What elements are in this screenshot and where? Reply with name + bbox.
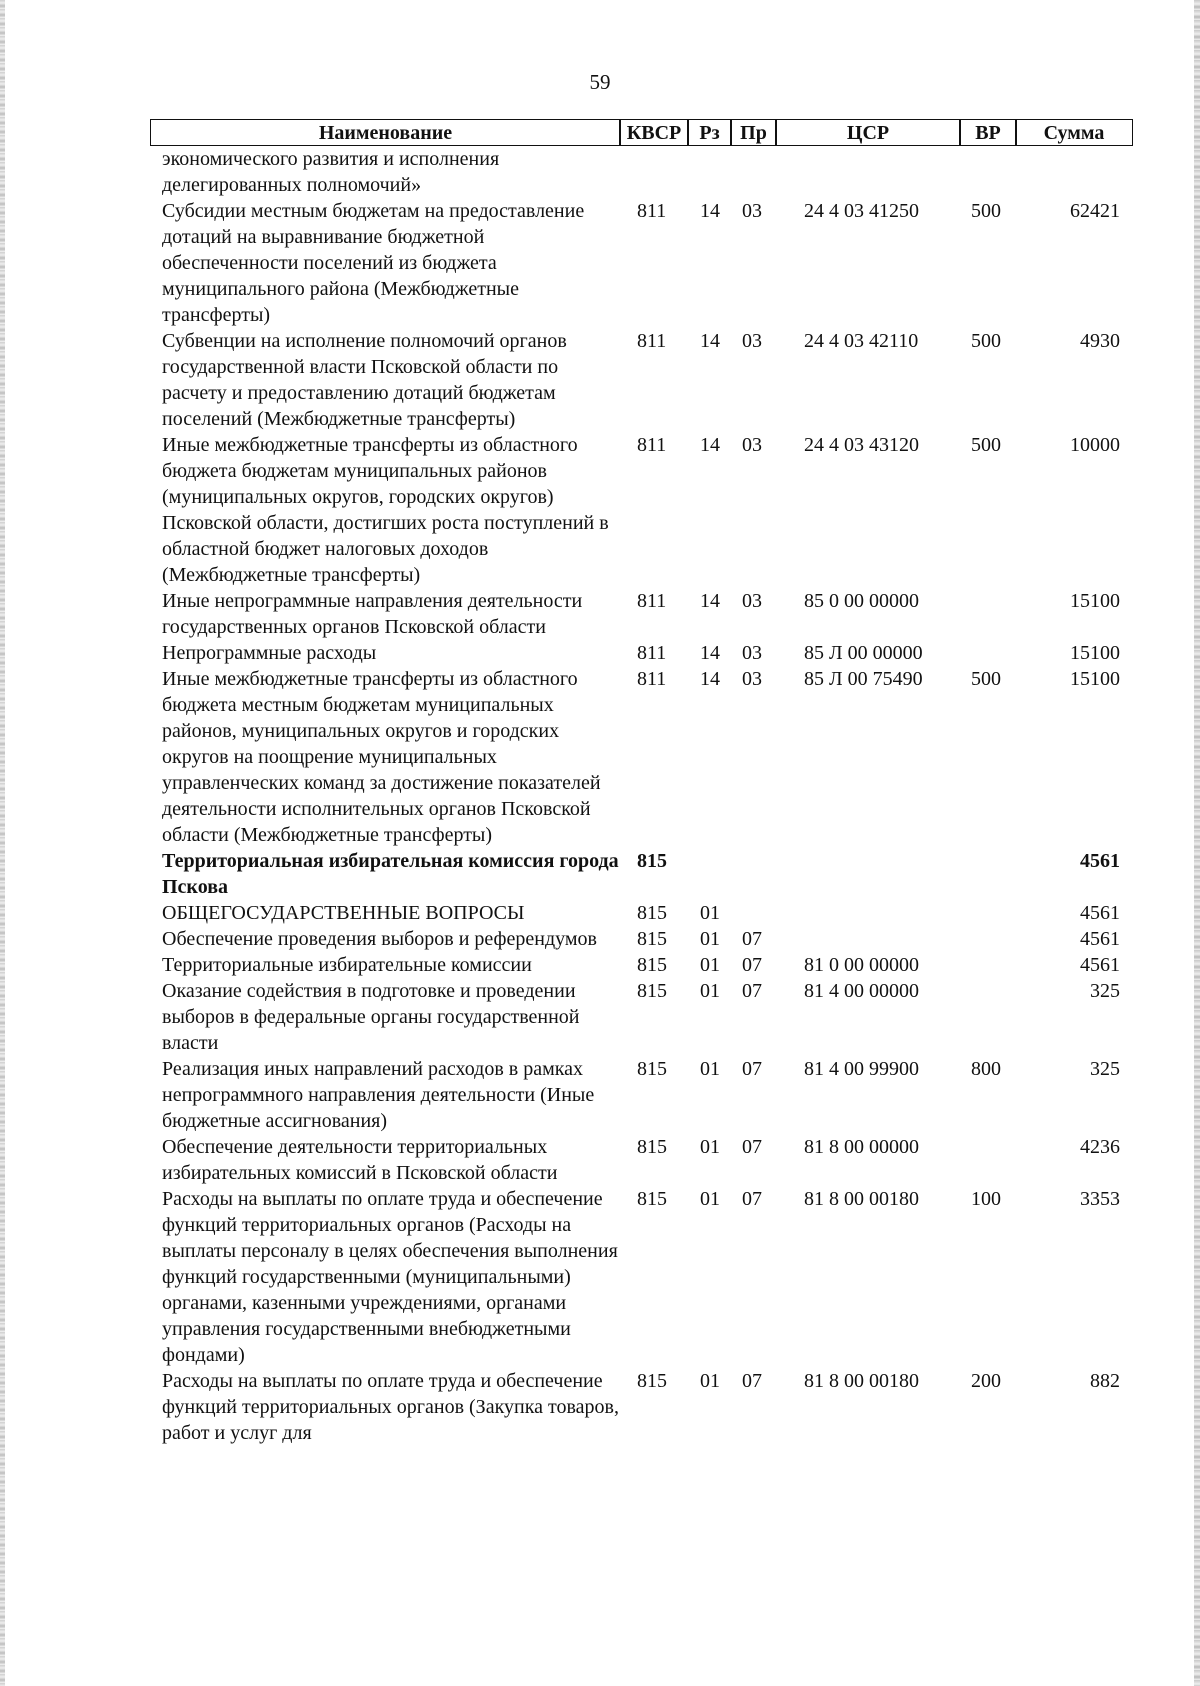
cell-kvsr: 811 [637, 590, 667, 612]
cell-pr: 03 [742, 642, 762, 664]
cell-sum: 325 [1090, 980, 1120, 1002]
table-row [0, 146, 1200, 198]
cell-name: Непрограммные расходы [162, 642, 377, 664]
cell-name: ОБЩЕГОСУДАРСТВЕННЫЕ ВОПРОСЫ [162, 902, 525, 924]
table-row [0, 666, 1200, 848]
table-row [0, 978, 1200, 1056]
cell-name: Иные непрограммные направления деятельности государственных органов Псковской области [162, 590, 583, 638]
table-row [0, 432, 1200, 588]
cell-csr: 85 Л 00 75490 [804, 668, 923, 690]
header-sum: Сумма [1015, 119, 1133, 146]
cell-sum: 15100 [1070, 668, 1120, 690]
cell-name: Территориальная избирательная комиссия города Пскова [162, 850, 619, 898]
cell-rz: 01 [700, 1370, 720, 1392]
table-row [0, 1186, 1200, 1368]
cell-vr: 500 [971, 434, 1001, 456]
cell-sum: 882 [1090, 1370, 1120, 1392]
header-rz: Рз [687, 119, 732, 146]
cell-rz: 14 [700, 330, 720, 352]
cell-pr: 03 [742, 668, 762, 690]
cell-rz: 01 [700, 1188, 720, 1210]
cell-vr: 100 [971, 1188, 1001, 1210]
cell-rz: 01 [700, 902, 720, 924]
cell-rz: 01 [700, 928, 720, 950]
header-pr: Пр [730, 119, 777, 146]
cell-kvsr: 815 [637, 1370, 667, 1392]
cell-pr: 07 [742, 954, 762, 976]
cell-kvsr: 811 [637, 434, 667, 456]
cell-name: Субсидии местным бюджетам на предоставление дотаций на выравнивание бюджетной обеспеченности поселений из бюджета муниципального района (Межбюджетные трансферты) [162, 200, 585, 326]
table-row [0, 588, 1200, 640]
cell-kvsr: 815 [637, 902, 667, 924]
table-row [0, 848, 1200, 900]
table-body [0, 146, 1200, 1446]
cell-kvsr: 815 [637, 954, 667, 976]
cell-kvsr: 811 [637, 642, 667, 664]
cell-name: Расходы на выплаты по оплате труда и обеспечение функций территориальных органов (Расходы на выплаты персоналу в целях обеспечения выполнения функций государственными (муниципальными) органами, казенными учреждениями, органами управления государственными внебюджетными фондами) [162, 1188, 618, 1366]
cell-pr: 07 [742, 980, 762, 1002]
cell-pr: 03 [742, 330, 762, 352]
cell-sum: 10000 [1070, 434, 1120, 456]
cell-pr: 07 [742, 1136, 762, 1158]
cell-kvsr: 815 [637, 1058, 667, 1080]
cell-kvsr: 815 [637, 928, 667, 950]
cell-rz: 01 [700, 1058, 720, 1080]
table-row [0, 1056, 1200, 1134]
table-row [0, 1134, 1200, 1186]
header-kvsr: КВСР [619, 119, 689, 146]
cell-name: Реализация иных направлений расходов в рамках непрограммного направления деятельности (Иные бюджетные ассигнования) [162, 1058, 595, 1132]
table-row [0, 640, 1200, 666]
cell-kvsr: 811 [637, 200, 667, 222]
cell-kvsr: 815 [637, 980, 667, 1002]
cell-csr: 81 4 00 99900 [804, 1058, 919, 1080]
cell-vr: 200 [971, 1370, 1001, 1392]
cell-name: Обеспечение деятельности территориальных избирательных комиссий в Псковской области [162, 1136, 558, 1184]
cell-pr: 07 [742, 928, 762, 950]
header-vr: ВР [959, 119, 1017, 146]
cell-pr: 07 [742, 1058, 762, 1080]
header-csr: ЦСР [775, 119, 961, 146]
cell-pr: 03 [742, 590, 762, 612]
cell-vr: 500 [971, 668, 1001, 690]
cell-sum: 62421 [1070, 200, 1120, 222]
cell-sum: 4930 [1080, 330, 1120, 352]
cell-name: Обеспечение проведения выборов и референдумов [162, 928, 597, 950]
cell-sum: 4561 [1080, 902, 1120, 924]
cell-vr: 500 [971, 330, 1001, 352]
cell-kvsr: 811 [637, 330, 667, 352]
table-row [0, 900, 1200, 926]
cell-sum: 4561 [1080, 954, 1120, 976]
cell-name: экономического развития и исполнения делегированных полномочий» [162, 148, 500, 196]
cell-pr: 07 [742, 1188, 762, 1210]
table-row [0, 198, 1200, 328]
cell-csr: 81 8 00 00180 [804, 1370, 919, 1392]
cell-csr: 81 0 00 00000 [804, 954, 919, 976]
cell-pr: 07 [742, 1370, 762, 1392]
page-number: 59 [589, 70, 611, 94]
cell-kvsr: 811 [637, 668, 667, 690]
cell-vr: 800 [971, 1058, 1001, 1080]
cell-vr: 500 [971, 200, 1001, 222]
cell-rz: 01 [700, 1136, 720, 1158]
header-name: Наименование [150, 119, 621, 146]
cell-name: Иные межбюджетные трансферты из областного бюджета местным бюджетам муниципальных районов, муниципальных округов и городских округов на поощрение муниципальных управленческих команд за достижение показателей деятельности исполнительных органов Псковской области (Межбюджетные трансферты) [162, 668, 601, 846]
cell-name: Территориальные избирательные комиссии [162, 954, 532, 976]
cell-rz: 14 [700, 642, 720, 664]
cell-sum: 4236 [1080, 1136, 1120, 1158]
cell-sum: 15100 [1070, 642, 1120, 664]
cell-csr: 24 4 03 41250 [804, 200, 919, 222]
cell-csr: 24 4 03 43120 [804, 434, 919, 456]
cell-rz: 01 [700, 980, 720, 1002]
table-row [0, 926, 1200, 952]
cell-pr: 03 [742, 200, 762, 222]
cell-sum: 4561 [1080, 850, 1120, 872]
cell-csr: 81 8 00 00180 [804, 1188, 919, 1210]
cell-sum: 15100 [1070, 590, 1120, 612]
cell-name: Расходы на выплаты по оплате труда и обеспечение функций территориальных органов (Закупка товаров, работ и услуг для [162, 1370, 619, 1444]
table-row [0, 328, 1200, 432]
cell-rz: 14 [700, 668, 720, 690]
cell-sum: 4561 [1080, 928, 1120, 950]
cell-kvsr: 815 [637, 1136, 667, 1158]
cell-rz: 01 [700, 954, 720, 976]
cell-rz: 14 [700, 590, 720, 612]
table-row [0, 1368, 1200, 1446]
cell-sum: 325 [1090, 1058, 1120, 1080]
cell-rz: 14 [700, 200, 720, 222]
cell-csr: 81 8 00 00000 [804, 1136, 919, 1158]
cell-rz: 14 [700, 434, 720, 456]
cell-csr: 24 4 03 42110 [804, 330, 919, 352]
table-row [0, 952, 1200, 978]
cell-sum: 3353 [1080, 1188, 1120, 1210]
cell-csr: 85 0 00 00000 [804, 590, 919, 612]
cell-kvsr: 815 [637, 850, 667, 872]
cell-kvsr: 815 [637, 1188, 667, 1210]
cell-name: Оказание содействия в подготовке и проведении выборов в федеральные органы государственной власти [162, 980, 580, 1054]
cell-name: Иные межбюджетные трансферты из областного бюджета бюджетам муниципальных районов (муниципальных округов, городских округов) Псковской области, достигших роста поступлений в областной бюджет налоговых доходов (Межбюджетные трансферты) [162, 434, 609, 586]
cell-csr: 81 4 00 00000 [804, 980, 919, 1002]
cell-csr: 85 Л 00 00000 [804, 642, 923, 664]
cell-name: Субвенции на исполнение полномочий органов государственной власти Псковской области по расчету и предоставлению дотаций бюджетам поселений (Межбюджетные трансферты) [162, 330, 567, 430]
cell-pr: 03 [742, 434, 762, 456]
